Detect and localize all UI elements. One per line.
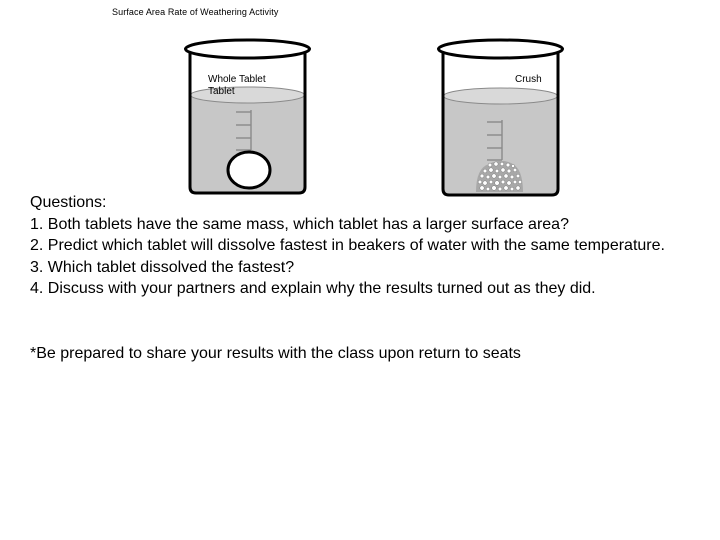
question-item: 2. Predict which tablet will dissolve fastest in beakers of water with the same temperature. (30, 237, 665, 254)
whole-tablet (228, 152, 270, 188)
question-item: 3. Which tablet dissolved the fastest? (30, 258, 295, 276)
question-item: 4. Discuss with your partners and explain why the results turned out as they did. (30, 280, 596, 297)
left-beaker-rim (186, 40, 310, 58)
slide-title: Surface Area Rate of Weathering Activity (112, 7, 279, 17)
beakers-illustration (0, 0, 720, 200)
right-beaker-rim (439, 40, 563, 58)
right-water-surface (444, 88, 558, 104)
questions-heading: Questions: (30, 194, 107, 211)
crushed-tablet-beaker (439, 40, 563, 195)
tablet-label: Tablet (208, 86, 235, 97)
crush-label: Crush (515, 74, 542, 85)
questions-block (30, 192, 690, 300)
reminder-note: *Be prepared to share your results with the class upon return to seats (30, 345, 521, 362)
whole-tablet-label: Whole Tablet (208, 74, 266, 85)
question-item: 1. Both tablets have the same mass, which tablet has a larger surface area? (30, 215, 569, 233)
whole-tablet-beaker (186, 40, 310, 193)
